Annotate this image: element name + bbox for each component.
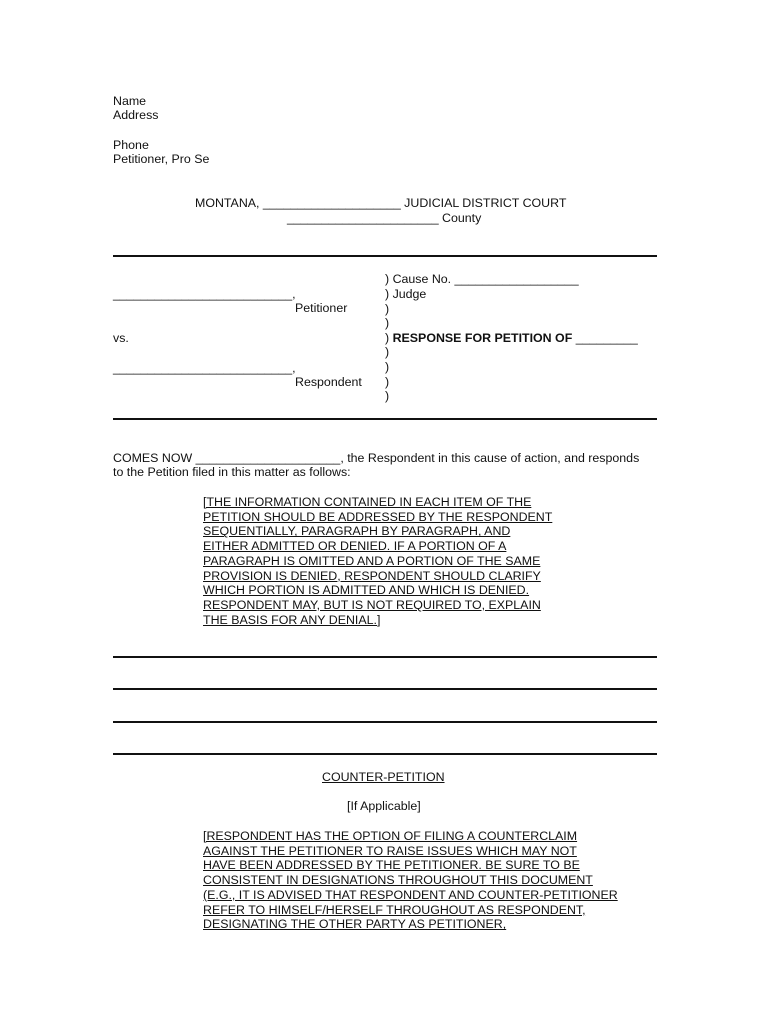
counter-instruction-line: CONSISTENT IN DESIGNATIONS THROUGHOUT THIS DOCUMENT bbox=[203, 873, 593, 888]
court-name-line: MONTANA, ____________________ JUDICIAL DISTRICT COURT bbox=[195, 196, 567, 210]
judge-line: ) Judge bbox=[385, 287, 427, 301]
cause-number-line: ) Cause No. __________________ bbox=[385, 272, 579, 286]
instruction-line: EITHER ADMITTED OR DENIED. IF A PORTION OF A bbox=[203, 539, 507, 554]
respondent-label: Respondent bbox=[295, 375, 362, 389]
caption-top-rule bbox=[113, 255, 657, 257]
caption-paren: ) bbox=[385, 331, 393, 345]
counter-instruction-line: REFER TO HIMSELF/HERSELF THROUGHOUT AS RESPONDENT, bbox=[203, 902, 586, 917]
filer-role: Petitioner, Pro Se bbox=[113, 152, 210, 166]
caption-paren: ) bbox=[385, 345, 390, 359]
caption-paren: ) bbox=[385, 389, 390, 403]
petitioner-blank: __________________________, bbox=[113, 287, 296, 301]
instruction-line: RESPONDENT MAY, BUT IS NOT REQUIRED TO, EXPLAIN bbox=[203, 597, 541, 612]
intro-line-2: to the Petition filed in this matter as follows: bbox=[113, 465, 351, 479]
answer-line bbox=[113, 753, 657, 755]
caption-paren: ) bbox=[385, 375, 390, 389]
instruction-line: THE BASIS FOR ANY DENIAL.] bbox=[203, 612, 381, 627]
caption-paren: ) bbox=[385, 316, 390, 330]
petitioner-label: Petitioner bbox=[295, 301, 348, 315]
counter-instructions bbox=[203, 829, 618, 932]
counter-instruction-line: DESIGNATING THE OTHER PARTY AS PETITIONER, bbox=[203, 917, 507, 932]
county-line: ______________________ County bbox=[287, 211, 482, 225]
caption-paren: ) bbox=[385, 302, 390, 316]
respondent-blank: __________________________, bbox=[113, 361, 296, 375]
counter-instruction-line: AGAINST THE PETITIONER TO RAISE ISSUES WHICH MAY NOT bbox=[203, 843, 577, 858]
instruction-line: PETITION SHOULD BE ADDRESSED BY THE RESPONDENT bbox=[203, 509, 553, 524]
counter-instruction-line: HAVE BEEN ADDRESSED BY THE PETITIONER. BE SURE TO BE bbox=[203, 858, 580, 873]
filer-name: Name bbox=[113, 94, 147, 108]
instruction-line: PROVISION IS DENIED, RESPONDENT SHOULD CLARIFY bbox=[203, 568, 541, 583]
counter-instruction-line: (E.G., IT IS ADVISED THAT RESPONDENT AND COUNTER-PETITIONER bbox=[203, 887, 618, 902]
answer-line bbox=[113, 721, 657, 723]
intro-line-1: COMES NOW _____________________, the Respondent in this cause of action, and responds bbox=[113, 451, 640, 465]
answer-line bbox=[113, 656, 657, 658]
counter-instruction-line: [RESPONDENT HAS THE OPTION OF FILING A COUNTERCLAIM bbox=[203, 829, 578, 843]
response-instructions bbox=[203, 495, 552, 627]
caption-bottom-rule bbox=[113, 418, 657, 420]
versus-label: vs. bbox=[113, 331, 129, 345]
response-title: RESPONSE FOR PETITION OF bbox=[392, 331, 573, 345]
instruction-line: WHICH PORTION IS ADMITTED AND WHICH IS DENIED. bbox=[203, 583, 530, 598]
instruction-line: PARAGRAPH IS OMITTED AND A PORTION OF THE SAME bbox=[203, 553, 541, 568]
counter-petition-title: COUNTER-PETITION bbox=[322, 770, 445, 784]
caption-paren: ) bbox=[385, 360, 390, 374]
counter-petition-subtitle: [If Applicable] bbox=[347, 799, 421, 813]
answer-line bbox=[113, 688, 657, 690]
filer-address: Address bbox=[113, 108, 159, 122]
filer-phone: Phone bbox=[113, 138, 149, 152]
response-title-line bbox=[385, 331, 638, 346]
instruction-line: [THE INFORMATION CONTAINED IN EACH ITEM OF THE bbox=[203, 495, 532, 509]
instruction-line: SEQUENTIALLY, PARAGRAPH BY PARAGRAPH, AND bbox=[203, 524, 511, 539]
response-blank: _________ bbox=[572, 331, 638, 345]
